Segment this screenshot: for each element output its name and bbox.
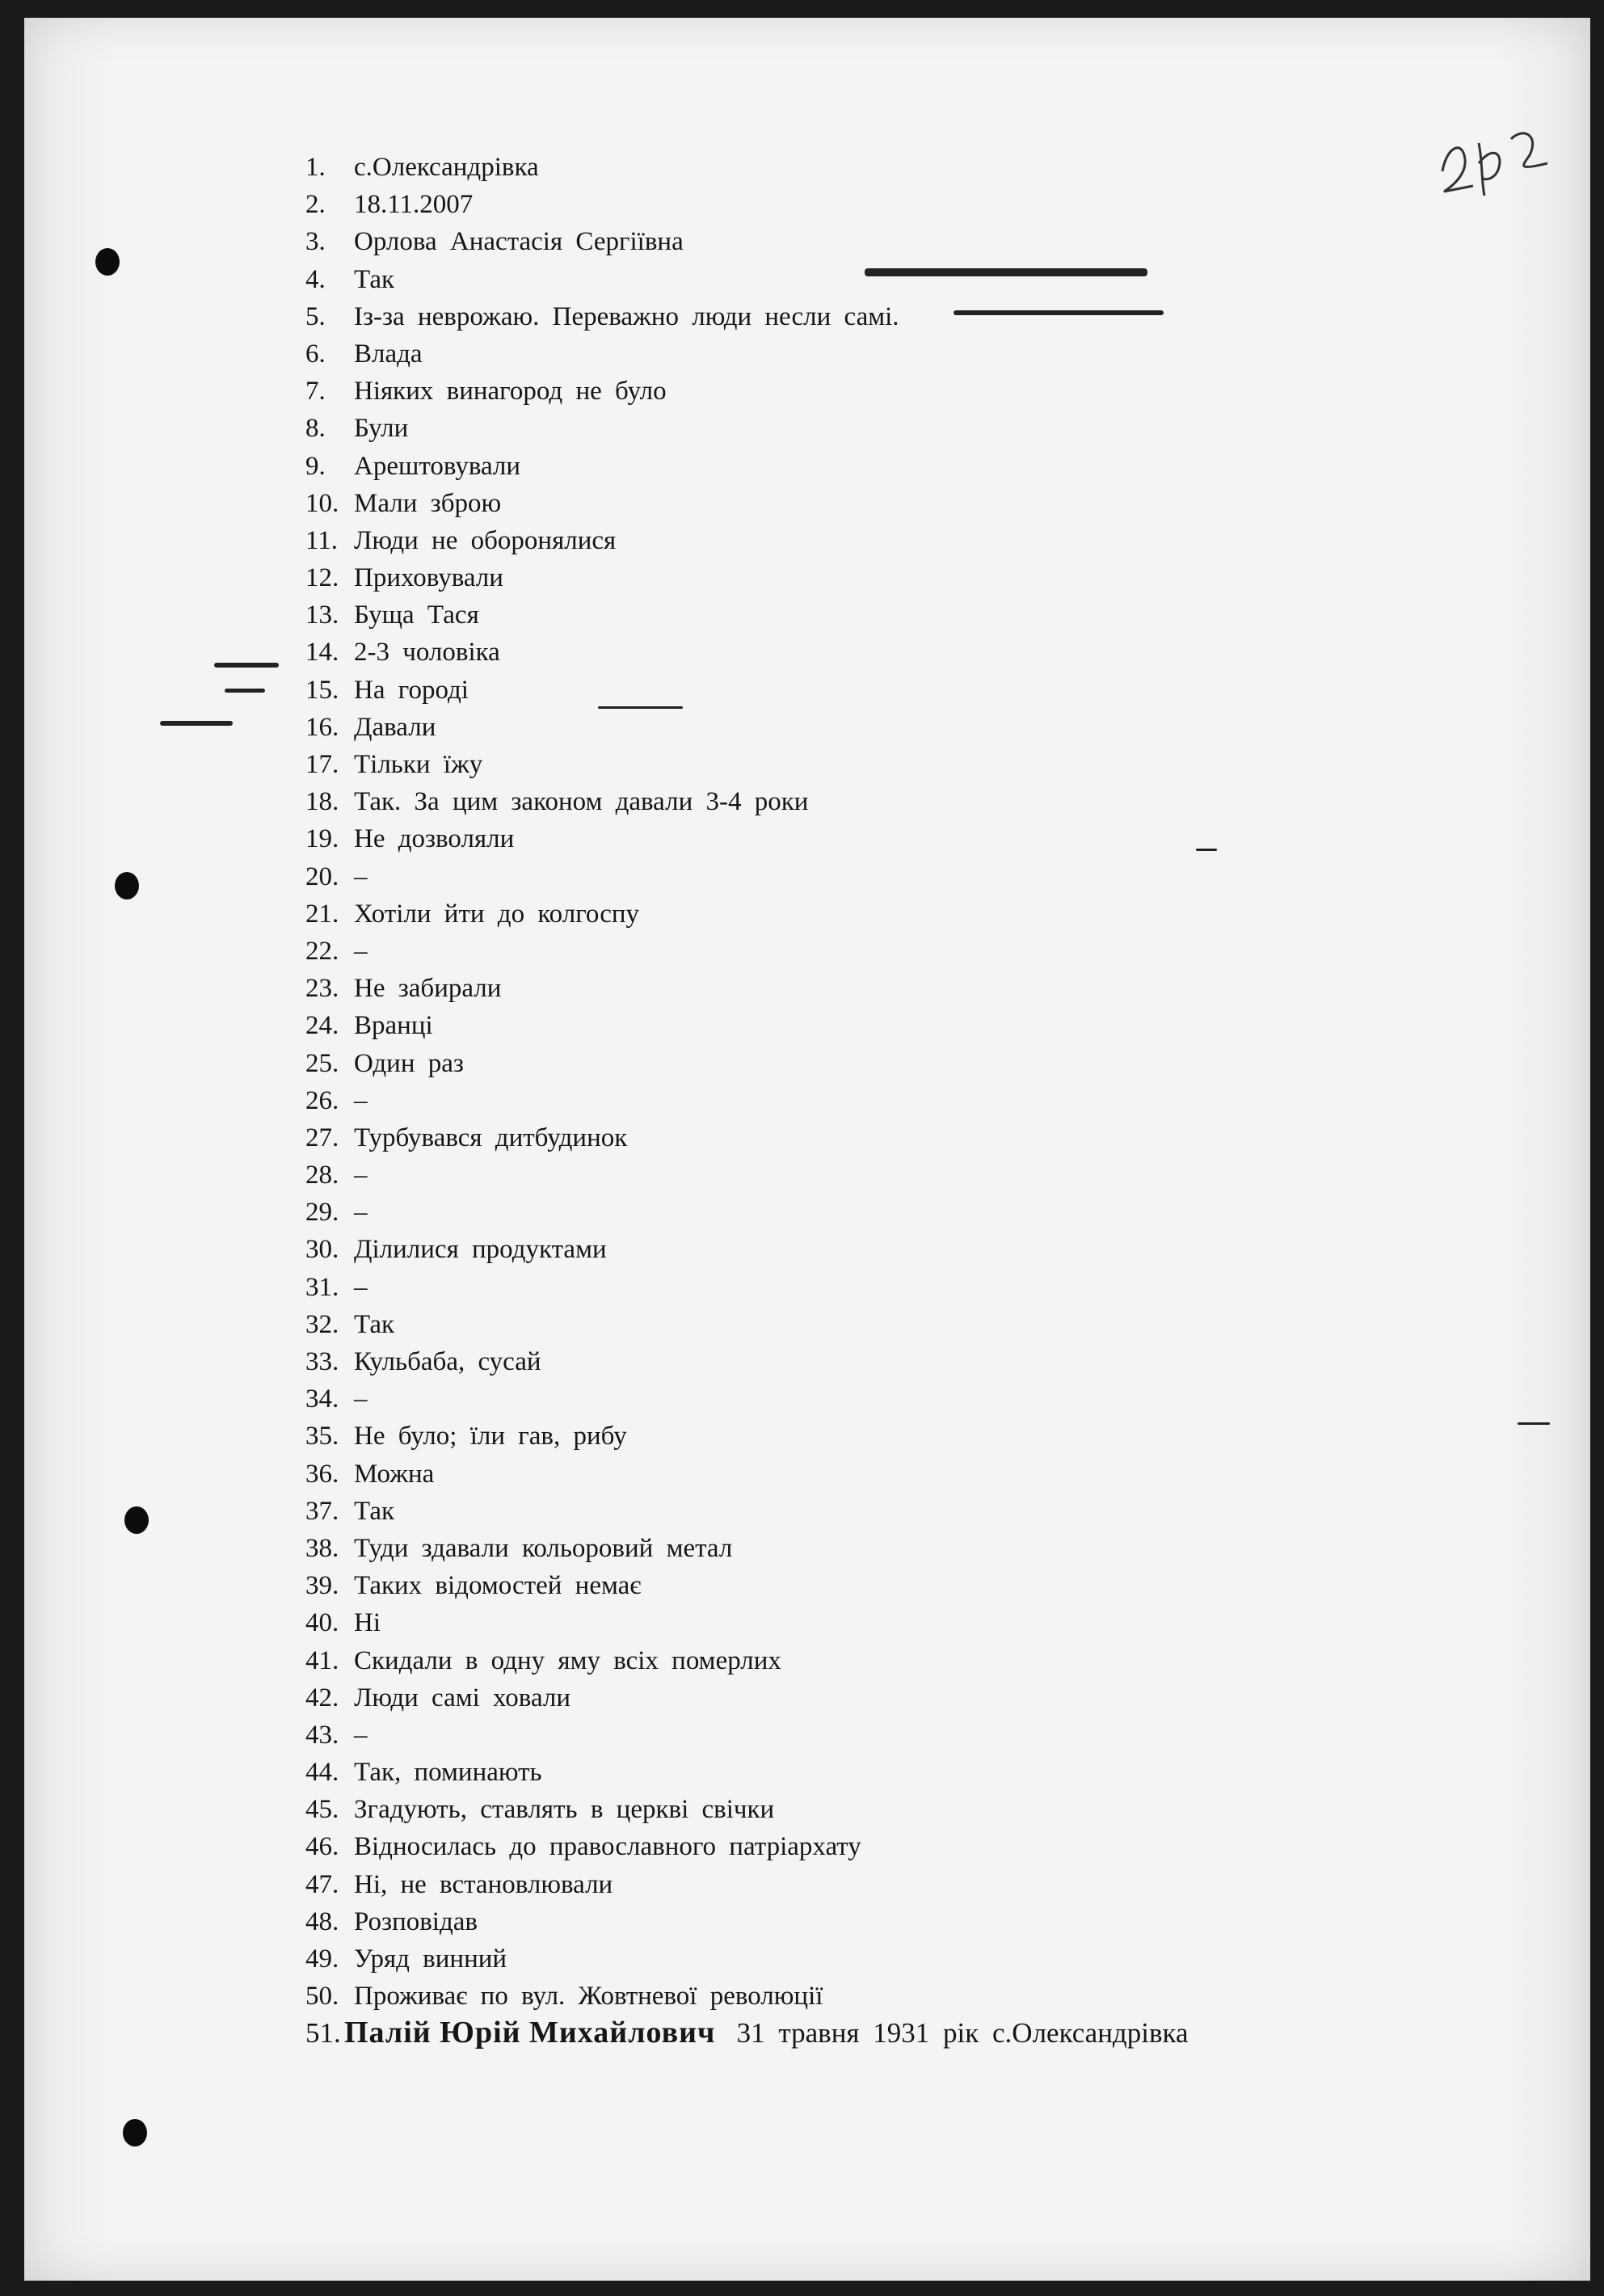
item-text: Таких відомостей немає: [354, 1571, 642, 1601]
list-item: [305, 298, 1437, 335]
item-text: Можна: [354, 1459, 435, 1489]
item-text: –: [354, 1198, 368, 1228]
item-number: 2.: [305, 190, 326, 220]
item-number: 45.: [305, 1795, 339, 1825]
item-number: 3.: [305, 227, 326, 257]
list-item: [305, 933, 1437, 970]
list-item: [305, 1380, 1437, 1418]
item-number: 21.: [305, 899, 339, 929]
item-text: На городі: [354, 675, 469, 705]
item-text: Хотіли йти до колгоспу: [354, 899, 640, 929]
item-text: Згадують, ставлять в церкві свічки: [354, 1795, 775, 1825]
item-number: 46.: [305, 1832, 339, 1862]
item-text: –: [354, 1161, 368, 1190]
list-item: [305, 1231, 1437, 1268]
item-number: 44.: [305, 1758, 339, 1788]
item-number: 7.: [305, 377, 326, 407]
copier-streak: [1518, 1422, 1550, 1425]
item-number: 10.: [305, 488, 339, 518]
item-text: Влада: [354, 339, 423, 369]
item-text: Давали: [354, 712, 436, 742]
item-number: 6.: [305, 339, 326, 369]
list-item: [305, 1717, 1437, 1754]
item-number: 9.: [305, 451, 326, 481]
list-item: [305, 820, 1437, 857]
item-text: 18.11.2007: [354, 190, 474, 220]
list-item: [305, 223, 1437, 260]
copier-streak: [225, 689, 265, 693]
item-text: Так. За цим законом давали 3-4 роки: [354, 787, 809, 817]
list-item: [305, 634, 1437, 671]
list-item: [305, 1194, 1437, 1231]
list-item: [305, 1530, 1437, 1567]
item-number: 27.: [305, 1123, 339, 1152]
item-number: 32.: [305, 1309, 339, 1339]
item-number: 14.: [305, 638, 339, 668]
list-item: [305, 522, 1437, 559]
item-text: Ніяких винагород не було: [354, 377, 667, 407]
item-text: Ділилися продуктами: [354, 1235, 607, 1265]
item-number: 35.: [305, 1422, 339, 1451]
item-number: 50.: [305, 1982, 339, 2012]
list-item: [305, 1343, 1437, 1380]
item-number: 25.: [305, 1048, 339, 1078]
item-text: Із-за неврожаю. Переважно люди несли самі.: [354, 301, 899, 331]
item-text: Скидали в одну яму всіх померлих: [354, 1645, 781, 1675]
item-number: 33.: [305, 1347, 339, 1376]
item-number: 1.: [305, 153, 326, 182]
item-text: 2-3 чоловіка: [354, 638, 500, 668]
item-number: 23.: [305, 974, 339, 1004]
item-number: 15.: [305, 675, 339, 705]
list-item: [305, 1567, 1437, 1604]
item-text: Ні, не встановлювали: [354, 1869, 613, 1899]
item-number: 24.: [305, 1011, 339, 1041]
list-item: [305, 1493, 1437, 1530]
item-text: Турбувався дитбудинок: [354, 1123, 628, 1152]
list-item: [305, 783, 1437, 820]
item-text: Приховували: [354, 563, 503, 593]
list-item: [305, 709, 1437, 746]
item-text: Орлова Анастасія Сергіївна: [354, 227, 684, 257]
item-number: 4.: [305, 264, 326, 294]
list-item: [305, 858, 1437, 895]
item-text: Туди здавали кольоровий метал: [354, 1533, 733, 1563]
item-text: Не забирали: [354, 974, 502, 1004]
list-item: [305, 1828, 1437, 1865]
item-text: Були: [354, 414, 409, 444]
item-number: 49.: [305, 1944, 339, 1974]
list-item: [305, 1456, 1437, 1493]
item-text: с.Олександрівка: [354, 153, 539, 182]
item-number: 31.: [305, 1272, 339, 1302]
item-number: 40.: [305, 1608, 339, 1638]
item-number: 13.: [305, 600, 339, 630]
list-item: [305, 1604, 1437, 1641]
punch-hole-1: [95, 248, 120, 276]
copier-streak: [214, 663, 279, 668]
list-item: [305, 895, 1437, 933]
item-number: 26.: [305, 1085, 339, 1115]
item-number: 28.: [305, 1161, 339, 1190]
punch-hole-2: [115, 872, 139, 899]
list-item: [305, 1642, 1437, 1679]
item-text: –: [354, 1272, 368, 1302]
item-text: Відносилась до православного патріархату: [354, 1832, 861, 1862]
item-text: Люди не оборонялися: [354, 525, 617, 555]
item-text: Мали зброю: [354, 488, 502, 518]
item-text: Так: [354, 1496, 395, 1526]
list-item: [305, 373, 1437, 410]
item-text: Уряд винний: [354, 1944, 507, 1974]
item-text: Ні: [354, 1608, 381, 1638]
item-number: 19.: [305, 824, 339, 854]
copier-streak: [160, 721, 233, 726]
item-text: Люди самі ховали: [354, 1683, 571, 1713]
item-number: 38.: [305, 1533, 339, 1563]
list-item: [305, 1791, 1437, 1828]
item-text: Розповідав: [354, 1906, 478, 1936]
item-number: 22.: [305, 936, 339, 966]
list-item: [305, 1269, 1437, 1306]
item-text: Один раз: [354, 1048, 464, 1078]
item-number: 39.: [305, 1571, 339, 1601]
item-text: Буща Тася: [354, 600, 479, 630]
list-item: [305, 1754, 1437, 1791]
list-item: [305, 448, 1437, 485]
list-item: [305, 970, 1437, 1007]
final-answer: [305, 2014, 1437, 2052]
punch-hole-3: [124, 1506, 149, 1534]
list-item: [305, 335, 1437, 373]
list-item: [305, 261, 1437, 298]
list-item: [305, 559, 1437, 596]
answer-list: [305, 149, 1437, 2015]
list-item: [305, 1045, 1437, 1082]
item-text: Не дозволяли: [354, 824, 515, 854]
item-number: 18.: [305, 787, 339, 817]
list-item: [305, 485, 1437, 522]
respondent-name: Палій Юрій Михайлович: [344, 2016, 716, 2050]
item-text: –: [354, 862, 368, 891]
item-number: 29.: [305, 1198, 339, 1228]
item-number: 36.: [305, 1459, 339, 1489]
item-number: 42.: [305, 1683, 339, 1713]
item-text: Тільки їжу: [354, 750, 483, 779]
item-number: 16.: [305, 712, 339, 742]
item-text: –: [354, 1384, 368, 1414]
item-number: 12.: [305, 563, 339, 593]
item-number: 8.: [305, 414, 326, 444]
list-item: [305, 1866, 1437, 1903]
item-number: 37.: [305, 1496, 339, 1526]
item-number: 48.: [305, 1906, 339, 1936]
folio-number: [1434, 115, 1556, 204]
list-item: [305, 1007, 1437, 1044]
item-text: –: [354, 1720, 368, 1750]
list-item: [305, 1940, 1437, 1978]
item-text: –: [354, 936, 368, 966]
list-item: [305, 1119, 1437, 1156]
item-text: Арештовували: [354, 451, 521, 481]
item-number: 47.: [305, 1869, 339, 1899]
document-page: [24, 18, 1590, 2281]
list-item: [305, 746, 1437, 783]
item-text: Не було; їли гав, рибу: [354, 1422, 627, 1451]
list-item: [305, 1156, 1437, 1194]
item-number: 30.: [305, 1235, 339, 1265]
list-item: [305, 186, 1437, 223]
item-number: 43.: [305, 1720, 339, 1750]
item-text: –: [354, 1085, 368, 1115]
list-item: [305, 1978, 1437, 2015]
list-item: [305, 672, 1437, 709]
item-text: Так, поминають: [354, 1758, 542, 1788]
item-number: 20.: [305, 862, 339, 891]
item-number: 5.: [305, 301, 326, 331]
item-number: 17.: [305, 750, 339, 779]
list-item: [305, 1306, 1437, 1343]
item-text: Вранці: [354, 1011, 433, 1041]
item-number: 41.: [305, 1645, 339, 1675]
item-text: Так: [354, 1309, 395, 1339]
respondent-details: 31 травня 1931 рік с.Олександрівка: [736, 2017, 1189, 2049]
item-number: 51.: [305, 2017, 341, 2049]
list-item: [305, 1679, 1437, 1717]
list-item: [305, 1418, 1437, 1455]
item-number: 11.: [305, 525, 339, 555]
punch-hole-4: [123, 2119, 147, 2146]
list-item: [305, 1082, 1437, 1119]
item-text: Проживає по вул. Жовтневої революції: [354, 1982, 823, 2012]
item-number: 34.: [305, 1384, 339, 1414]
item-text: Кульбаба, сусай: [354, 1347, 541, 1376]
list-item: [305, 149, 1437, 186]
item-text: Так: [354, 264, 395, 294]
list-item: [305, 1903, 1437, 1940]
list-item: [305, 596, 1437, 634]
list-item: [305, 410, 1437, 447]
